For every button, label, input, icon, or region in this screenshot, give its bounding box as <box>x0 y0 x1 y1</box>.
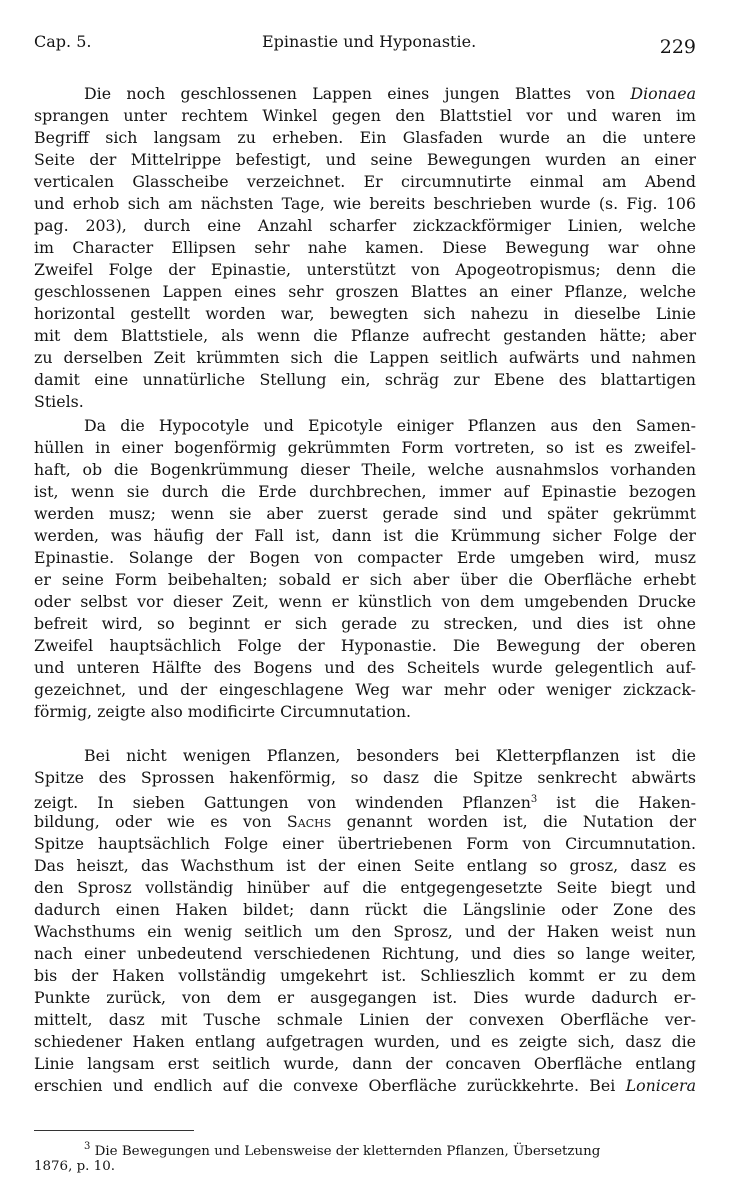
text-segment: genannt worden ist, die Nutation der <box>346 812 697 831</box>
text-line: und unteren Hälfte des Bogens und des Scheitels wurde gelegentlich auf- <box>34 658 696 677</box>
text-line: Wachsthums ein wenig seitlich um den Sprosz, und der Haken weist nun <box>34 922 696 941</box>
text-line: Das heiszt, das Wachsthum ist der einen Seite entlang so grosz, dasz es <box>34 856 696 875</box>
text-line: geschlossenen Lappen eines sehr groszen Blattes an einer Pflanze, welche <box>34 282 696 301</box>
text-line: dadurch einen Haken bildet; dann rückt die Längslinie oder Zone des <box>34 900 696 919</box>
footnote-divider <box>34 1130 194 1131</box>
page-number: 229 <box>659 36 696 58</box>
text-line: sprangen unter rechtem Winkel gegen den Blattstiel vor und waren im <box>34 106 696 125</box>
text-line: mittelt, dasz mit Tusche schmale Linien der convexen Oberfläche ver- <box>34 1010 696 1029</box>
text-line: werden musz; wenn sie aber zuerst gerade sind und später gekrümmt <box>34 504 696 523</box>
text-line: Stiels. <box>34 392 84 411</box>
text-line: Begriff sich langsam zu erheben. Ein Glasfaden wurde an die untere <box>34 128 696 147</box>
text-line: gezeichnet, und der eingeschlagene Weg war mehr oder weniger zickzack- <box>34 680 696 699</box>
italic-genus-name: Lonicera <box>625 1076 696 1095</box>
text-line: den Sprosz vollständig hinüber auf die entgegengesetzte Seite biegt und <box>34 878 696 897</box>
running-head <box>34 28 696 58</box>
text-line: ist, wenn sie durch die Erde durchbrechen, immer auf Epinastie bezogen <box>34 482 696 501</box>
text-line <box>34 790 696 813</box>
text-line: Bei nicht wenigen Pflanzen, besonders bei Kletterpflanzen ist die <box>84 746 696 765</box>
running-title: Epinastie und Hyponastie. <box>262 32 477 51</box>
text-segment: Die noch geschlossenen Lappen eines jungen Blattes von <box>84 84 616 103</box>
text-line: hüllen in einer bogenförmig gekrümmten Form vortreten, so ist es zweifel- <box>34 438 696 457</box>
text-line: Spitze hauptsächlich Folge einer übertriebenen Form von Circumnutation. <box>34 834 696 853</box>
text-line <box>84 84 696 104</box>
text-line: im Character Ellipsen sehr nahe kamen. Diese Bewegung war ohne <box>34 238 696 257</box>
footnote-mark: 3 <box>84 1141 91 1152</box>
text-line: Linie langsam erst seitlich wurde, dann der concaven Oberfläche entlang <box>34 1054 696 1073</box>
text-line: Seite der Mittelrippe befestigt, und seine Bewegungen wurden an einer <box>34 150 696 169</box>
text-line <box>34 812 696 832</box>
text-line: Punkte zurück, von dem er ausgegangen ist. Dies wurde dadurch er- <box>34 988 696 1007</box>
text-line: oder selbst vor dieser Zeit, wenn er künstlich von dem umgebenden Drucke <box>34 592 696 611</box>
text-line: Spitze des Sprossen hakenförmig, so dasz die Spitze senkrecht abwärts <box>34 768 696 787</box>
text-line: befreit wird, so beginnt er sich gerade zu strecken, und dies ist ohne <box>34 614 696 633</box>
text-line: er seine Form beibehalten; sobald er sich aber über die Oberfläche erhebt <box>34 570 696 589</box>
footnote-reference[interactable]: 3 <box>530 794 538 805</box>
text-line: Epinastie. Solange der Bogen von compacter Erde umgeben wird, musz <box>34 548 696 567</box>
text-line: verticalen Glasscheibe verzeichnet. Er circumnutirte einmal am Abend <box>34 172 696 191</box>
footnote-line: 1876, p. 10. <box>34 1159 115 1174</box>
text-line: horizontal gestellt worden war, bewegten sich nahezu in dieselbe Linie <box>34 304 696 323</box>
text-line: bis der Haken vollständig umgekehrt ist. Schlieszlich kommt er zu dem <box>34 966 696 985</box>
text-line: zu derselben Zeit krümmten sich die Lappen seitlich aufwärts und nahmen <box>34 348 696 367</box>
text-segment: bildung, oder wie es von <box>34 812 272 831</box>
text-line: mit dem Blattstiele, als wenn die Pflanze aufrecht gestanden hätte; aber <box>34 326 696 345</box>
text-line: schiedener Haken entlang aufgetragen wurden, und es zeigte sich, dasz die <box>34 1032 696 1051</box>
text-line: Zweifel Folge der Epinastie, unterstützt von Apogeotropismus; denn die <box>34 260 696 279</box>
text-line: haft, ob die Bogenkrümmung dieser Theile, welche ausnahmslos vorhanden <box>34 460 696 479</box>
author-name-smallcaps: Sachs <box>286 812 332 831</box>
text-line: und erhob sich am nächsten Tage, wie bereits beschrieben wurde (s. Fig. 106 <box>34 194 696 213</box>
text-line: damit eine unnatürliche Stellung ein, schräg zur Ebene des blattartigen <box>34 370 696 389</box>
text-line: Zweifel hauptsächlich Folge der Hyponastie. Die Bewegung der oberen <box>34 636 696 655</box>
text-segment: ist die Haken- <box>556 793 696 812</box>
text-line: förmig, zeigte also modificirte Circumnutation. <box>34 702 412 721</box>
text-line <box>34 1076 696 1096</box>
text-segment: erschien und endlich auf die convexe Oberfläche zurückkehrte. Bei <box>34 1076 616 1095</box>
text-line: Da die Hypocotyle und Epicotyle einiger Pflanzen aus den Samen- <box>84 416 696 435</box>
text-segment: Die Bewegungen und Lebensweise der kletternden Pflanzen, Übersetzung <box>94 1144 601 1159</box>
italic-species-name: Dionaea <box>630 84 696 103</box>
text-segment: zeigt. In sieben Gattungen von windenden Pflanzen <box>34 793 531 812</box>
text-line: werden, was häufig der Fall ist, dann ist die Krümmung sicher Folge der <box>34 526 696 545</box>
text-line: nach einer unbedeutend verschiedenen Richtung, und dies so lange weiter, <box>34 944 696 963</box>
chapter-label: Cap. 5. <box>34 32 92 51</box>
text-line: pag. 203), durch eine Anzahl scharfer zickzackförmiger Linien, welche <box>34 216 696 235</box>
